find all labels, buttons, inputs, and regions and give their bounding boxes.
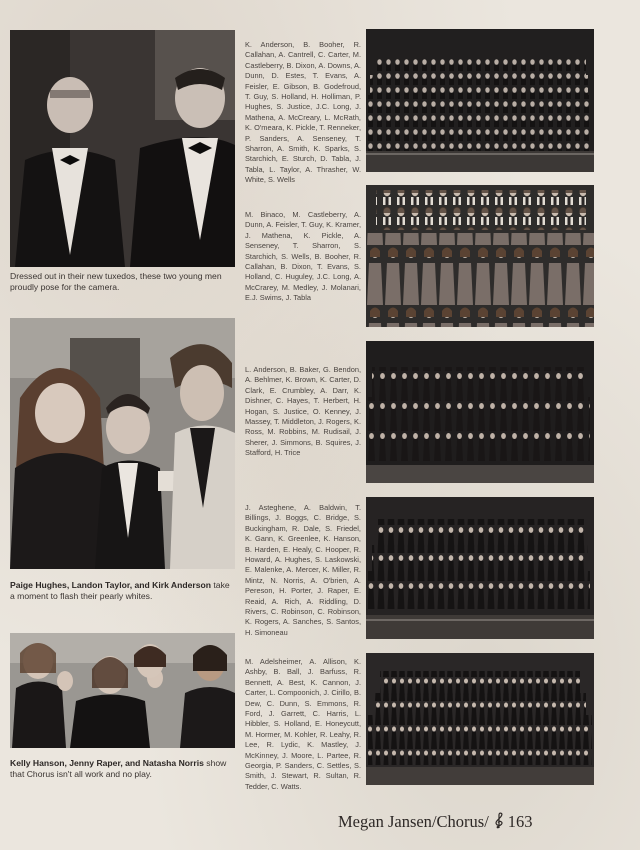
- roster-4: J. Asteghene, A. Baldwin, T. Billings, J. Boggs, C. Bridge, S. Buckingham, R. Dale, S. Friedel, K. Gann, K. Greenlee, K. Hanson, B. Harden, E. Healy, C. Hooper, R. Howard, A. Hughes, S. Laskowski, E. Malenke, A. Mercer, K. Miller, R. Mintz, N. Norris, A. O'brien, A. Pereson, H. Porter, J. Raper, E. Reaid, A. Rich, A. Riddling, D. Rivers, C. Robinson, C. Robinson, K. Rogers, A. Sanches, S. Santos, H. Simoneau: [245, 503, 361, 637]
- roster-2: M. Binaco, M. Castleberry, A. Dunn, A. Feisler, T. Guy, K. Kramer, J. Mathena, K. Pickle, A. Senseney, T. Sharron, S. Starchich, S. Wells, B. Booher, R. Callahan, B. Dixon, T. Evans, S. Holland, C. Huguley, J.C. Long, A. McCrarey, M. Medley, J. Molanari, E.J. Swims, J. Tabla: [245, 210, 361, 303]
- play-caption-text: show that Chorus isn't all work and no play.: [10, 758, 227, 779]
- folio-page-number: 163: [507, 812, 533, 831]
- folio-author: Megan Jansen: [338, 812, 432, 831]
- tuxedos-caption: Dressed out in their new tuxedos, these two young men proudly pose for the camera.: [10, 271, 222, 292]
- roster-3: L. Anderson, B. Baker, G. Bendon, A. Behlmer, K. Brown, K. Carter, D. Clark, E. Crumbley, A. Darr, K. Dishner, C. Hayes, T. Herbert, H. Hogan, S. Justice, O. Kenney, J. Massey, T. Middleton, J. Rogers, K. Ross, M. Robbins, M. Rudisail, J. Sherer, J. Simmons, B. Squires, J. Stafford, H. Trice: [245, 365, 361, 458]
- roster-5: M. Adelsheimer, A. Allison, K. Ashby, B. Ball, J. Barfuss, R. Bennett, A. Best, K. Cannon, J. Carter, L. Compoonich, J. Cirillo, B. Dew, C. Dunn, S. Emmons, R. Ford, J. Garrett, C. Harris, L. Hibbler, S. Holland, E. Honeycutt, M. Hormer, M. Kohler, R. Leahy, R. Lee, R. Lydic, K. Mastley, J. McKinney, J. Moore, L. Partee, R. Georgia, P. Sanders, C. Settles, S. Smith, J. Stewart, R. Sultan, R. Tedder, C. Watts.: [245, 657, 361, 791]
- treble-clef-icon: [492, 812, 506, 829]
- smiles-caption: [10, 580, 235, 602]
- photo-three-girls-flexing: [10, 633, 235, 748]
- play-caption-names: Kelly Hanson, Jenny Raper, and Natasha Norris: [10, 758, 204, 768]
- photo-two-young-men-tuxedos: [10, 30, 235, 267]
- photo-choir-group-3: [366, 341, 594, 483]
- smiles-caption-names: Paige Hughes, Landon Taylor, and Kirk Anderson: [10, 580, 212, 590]
- folio-separator: /: [431, 812, 437, 831]
- smiles-caption-text: take a moment to flash their pearly whites.: [10, 580, 230, 601]
- play-caption: [10, 758, 235, 780]
- page-folio: [338, 812, 533, 832]
- photo-choir-group-4: [366, 497, 594, 639]
- photo-three-friends-smiling: [10, 318, 235, 569]
- photo-choir-group-5: [366, 653, 594, 785]
- folio-separator-2: /: [484, 812, 489, 831]
- roster-1: K. Anderson, B. Booher, R. Callahan, A. Cantrell, C. Carter, M. Castleberry, B. Dixon, A. Downs, A. Dunn, D. Estes, T. Evans, A. Feisler, E. Gibson, B. Godefroud, T. Guy, S. Holland, H. Holliman, P. Hughes, S. Justice, J.C. Long, J. Mathena, A. McCreary, L. McRath, K. O'meara, K. Pickle, T. Renneker, P. Sanders, A. Senseney, T. Sharron, A. Smith, K. Sparks, S. Starchich, E. Sturch, D. Tabla, J. Tabla, L. Taylor, A. Thrasher, W. White, S. Wells: [245, 40, 361, 185]
- photo-choir-group-1: [366, 29, 594, 172]
- photo-choir-group-2: [366, 185, 594, 327]
- folio-section: Chorus: [436, 812, 485, 831]
